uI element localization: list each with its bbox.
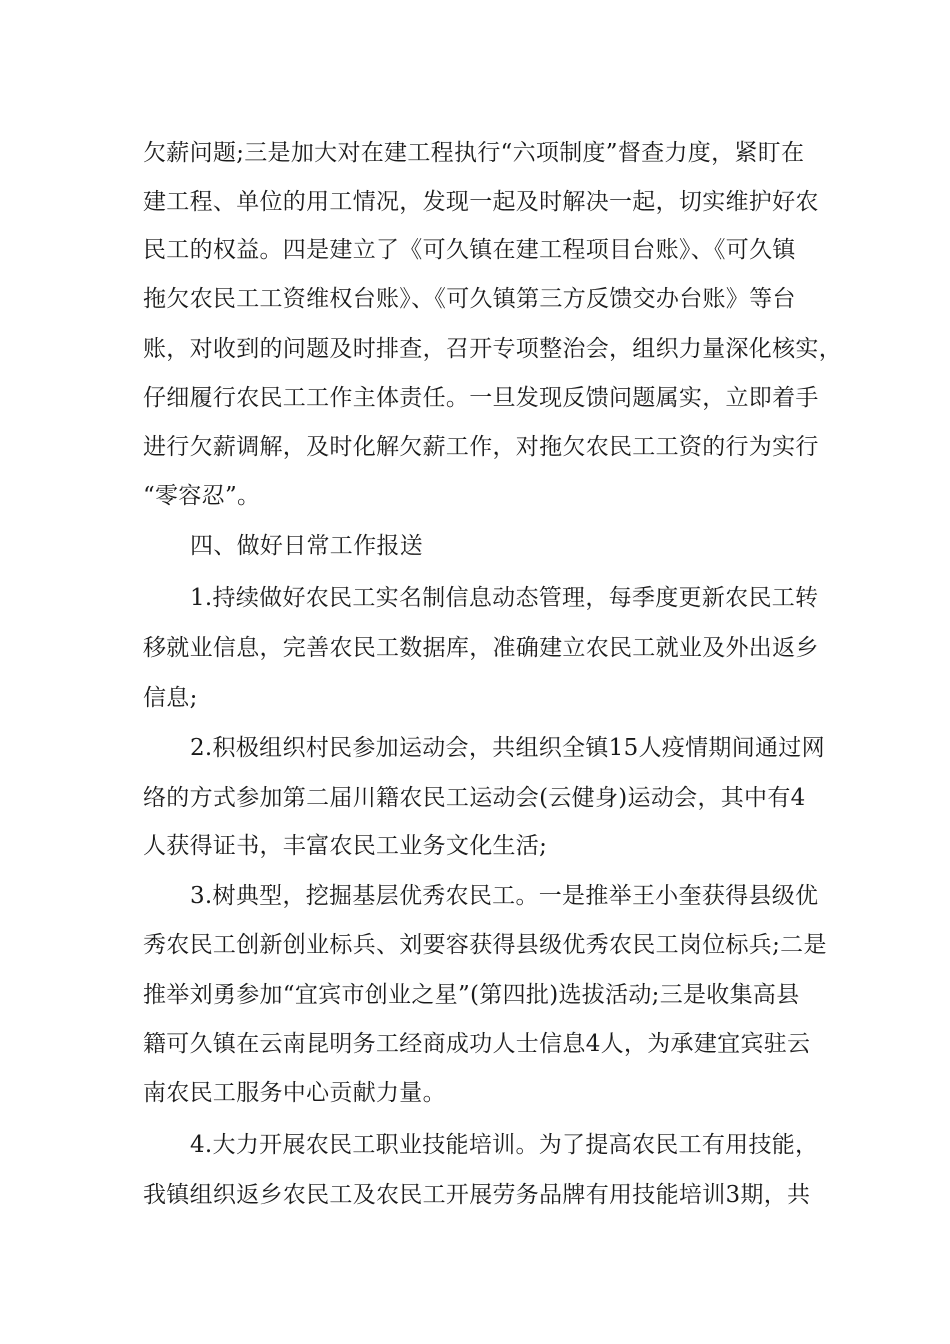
paragraph-line: 拖欠农民工工资维权台账》、《可久镇第三方反馈交办台账》等台 (143, 286, 796, 312)
paragraph-line: 欠薪问题;三是加大对在建工程执行“六项制度”督查力度，紧盯在 (143, 140, 805, 166)
paragraph-line: 秀农民工创新创业标兵、刘要容获得县级优秀农民工岗位标兵;二是 (143, 932, 827, 958)
paragraph-line: 移就业信息，完善农民工数据库，准确建立农民工就业及外出返乡 (143, 635, 819, 661)
paragraph-line: “零容忍”。 (143, 483, 261, 509)
paragraph-line: 推举刘勇参加“宜宾市创业之星”(第四批)选拔活动;三是收集高县 (143, 982, 800, 1008)
paragraph-line: 4.大力开展农民工职业技能培训。为了提高农民工有用技能， (190, 1132, 819, 1158)
section-heading: 四、做好日常工作报送 (190, 533, 423, 559)
paragraph-line: 1.持续做好农民工实名制信息动态管理，每季度更新农民工转 (190, 585, 819, 611)
paragraph-line: 络的方式参加第二届川籍农民工运动会(云健身)运动会，其中有4 (143, 785, 806, 811)
paragraph-line: 2.积极组织村民参加运动会，共组织全镇15人疫情期间通过网 (190, 735, 825, 761)
paragraph-line: 民工的权益。四是建立了《可久镇在建工程项目台账》、《可久镇 (143, 237, 796, 263)
paragraph-line: 南农民工服务中心贡献力量。 (143, 1080, 446, 1106)
paragraph-line: 信息; (143, 685, 198, 711)
paragraph-line: 3.树典型，挖掘基层优秀农民工。一是推举王小奎获得县级优 (190, 883, 819, 909)
paragraph-line: 建工程、单位的用工情况，发现一起及时解决一起，切实维护好农 (143, 189, 819, 215)
paragraph-line: 账，对收到的问题及时排查，召开专项整治会，组织力量深化核实， (143, 336, 842, 362)
paragraph-line: 人获得证书，丰富农民工业务文化生活; (143, 833, 548, 859)
paragraph-line: 我镇组织返乡农民工及农民工开展劳务品牌有用技能培训3期，共 (143, 1182, 811, 1208)
paragraph-line: 仔细履行农民工工作主体责任。一旦发现反馈问题属实，立即着手 (143, 385, 819, 411)
paragraph-line: 进行欠薪调解，及时化解欠薪工作，对拖欠农民工工资的行为实行 (143, 434, 819, 460)
paragraph-line: 籍可久镇在云南昆明务工经商成功人士信息4人，为承建宜宾驻云 (143, 1031, 811, 1057)
